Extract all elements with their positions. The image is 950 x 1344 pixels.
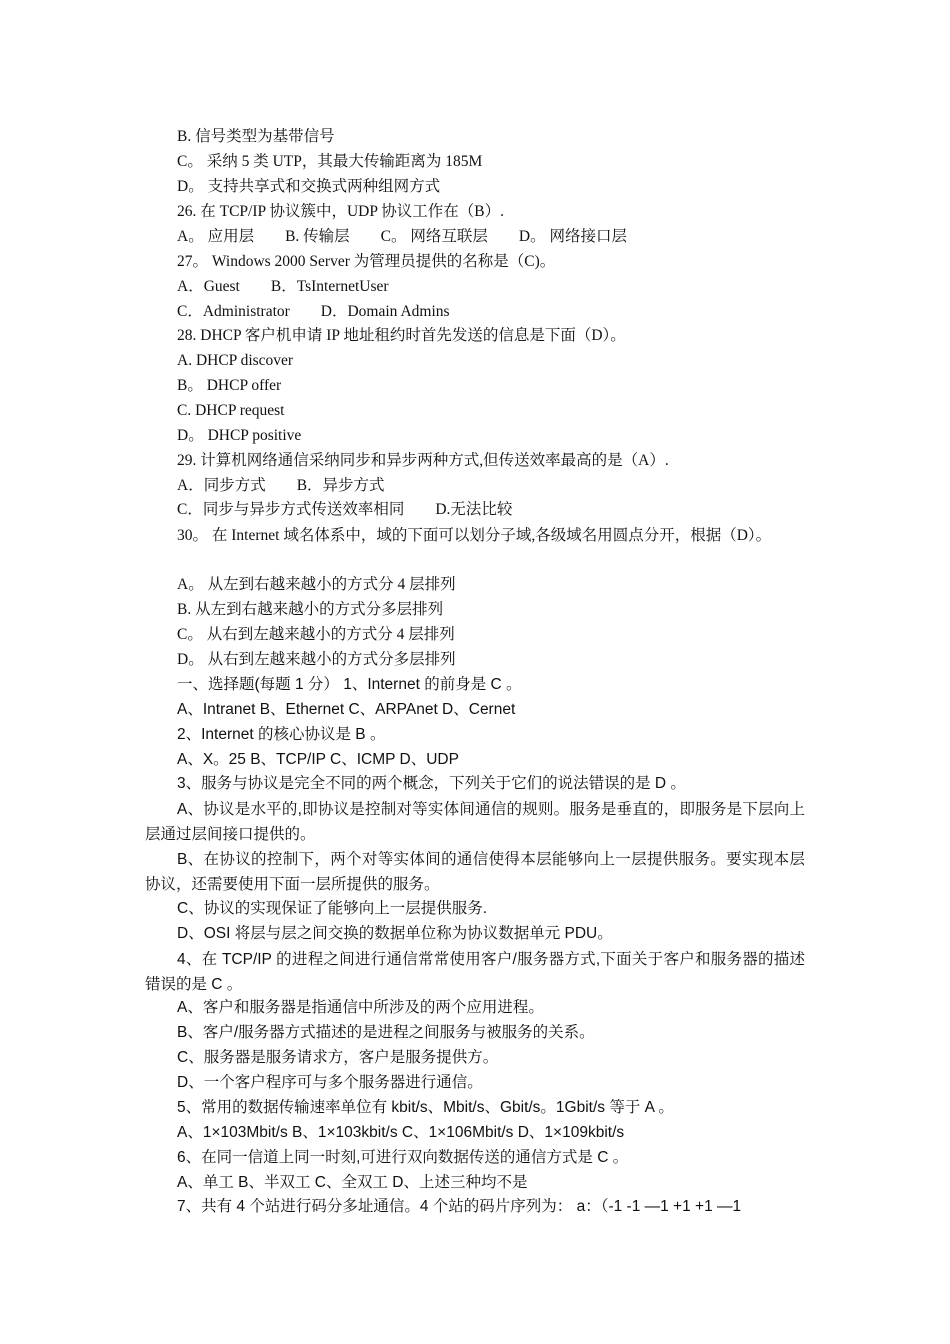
text-line: C。 从右到左越来越小的方式分 4 层排列 [177,626,455,643]
text-line: D。 支持共享式和交换式两种组网方式 [177,178,441,195]
text-line: A、1×103Mbit/s B、1×103kbit/s C、1×106Mbit/s D、1×109kbit/s [177,1124,625,1141]
text-line: C、服务器是服务请求方，客户是服务提供方。 [177,1049,499,1066]
text-line: A、Intranet B、Ethernet C、ARPAnet D、Cernet [177,701,516,718]
text-line: C、协议的实现保证了能够向上一层提供服务. [177,900,488,917]
text-line: D、OSI 将层与层之间交换的数据单位称为协议数据单元 PDU。 [177,925,613,942]
text-line: A、客户和服务器是指通信中所涉及的两个应用进程。 [177,999,544,1016]
text-line: B、客户/服务器方式描述的是进程之间服务与被服务的关系。 [177,1024,595,1041]
text-line: C。 采纳 5 类 UTP，其最大传输距离为 185M [177,153,483,170]
text-line: C. DHCP request [177,402,285,419]
text-line: D。 DHCP positive [177,427,302,444]
question-5: 5、常用的数据传输速率单位有 kbit/s、Mbit/s、Gbit/s。1Gbit/s 等于 A 。 [177,1099,674,1116]
text-line: A。 应用层 B. 传输层 C。 网络互联层 D。 网络接口层 [177,228,627,245]
question-28: 28. DHCP 客户机申请 IP 地址租约时首先发送的信息是下面（D）。 [177,327,626,344]
text-line: A. DHCP discover [177,352,294,369]
text-line: B。 DHCP offer [177,377,282,394]
question-4: 4、在 TCP/IP 的进程之间进行通信常常使用客户/服务器方式,下面关于客户和服务器的描述错误的是 C 。 [145,951,805,993]
question-29: 29. 计算机网络通信采纳同步和异步两种方式,但传送效率最高的是（A）. [177,452,669,469]
question-30: 30。 在 Internet 域名体系中，域的下面可以划分子域,各级域名用圆点分开，根据（D）。 [177,527,772,544]
text-line: C．Administrator D．Domain Admins [177,303,450,320]
question-6: 6、在同一信道上同一时刻,可进行双向数据传送的通信方式是 C 。 [177,1149,629,1166]
text-line: 2、Internet 的核心协议是 B 。 [177,726,386,743]
question-7: 7、共有 4 个站进行码分多址通信。4 个站的码片序列为： a：（-1 -1 —1 +1 +1 —1 [177,1198,742,1215]
text-line: D。 从右到左越来越小的方式分多层排列 [177,651,456,668]
section-heading: 一、选择题(每题 1 分） 1、Internet 的前身是 C 。 [177,676,522,693]
option-paragraph: A、协议是水平的,即协议是控制对等实体间通信的规则。服务是垂直的，即服务是下层向上层通过层间接口提供的。 [145,801,805,843]
text-line: C．同步与异步方式传送效率相同 D.无法比较 [177,501,513,518]
question-27: 27。 Windows 2000 Server 为管理员提供的名称是（C)。 [177,253,556,270]
text-line: B. 从左到右越来越小的方式分多层排列 [177,601,444,618]
text-line: A。 从左到右越来越小的方式分 4 层排列 [177,576,456,593]
question-26: 26. 在 TCP/IP 协议簇中，UDP 协议工作在（B）. [177,203,504,220]
option-paragraph: B、在协议的控制下，两个对等实体间的通信使得本层能够向上一层提供服务。要实现本层协议，还需要使用下面一层所提供的服务。 [145,851,805,893]
question-3: 3、服务与协议是完全不同的两个概念，下列关于它们的说法错误的是 D 。 [177,775,686,792]
text-line: D、一个客户程序可与多个服务器进行通信。 [177,1074,483,1091]
text-line: A．Guest B．TsInternetUser [177,278,389,295]
text-line: B. 信号类型为基带信号 [177,128,335,145]
text-line: A、单工 B、半双工 C、全双工 D、上述三种均不是 [177,1174,528,1191]
text-line: A．同步方式 B．异步方式 [177,477,385,494]
text-line: A、X。25 B、TCP/IP C、ICMP D、UDP [177,751,459,768]
